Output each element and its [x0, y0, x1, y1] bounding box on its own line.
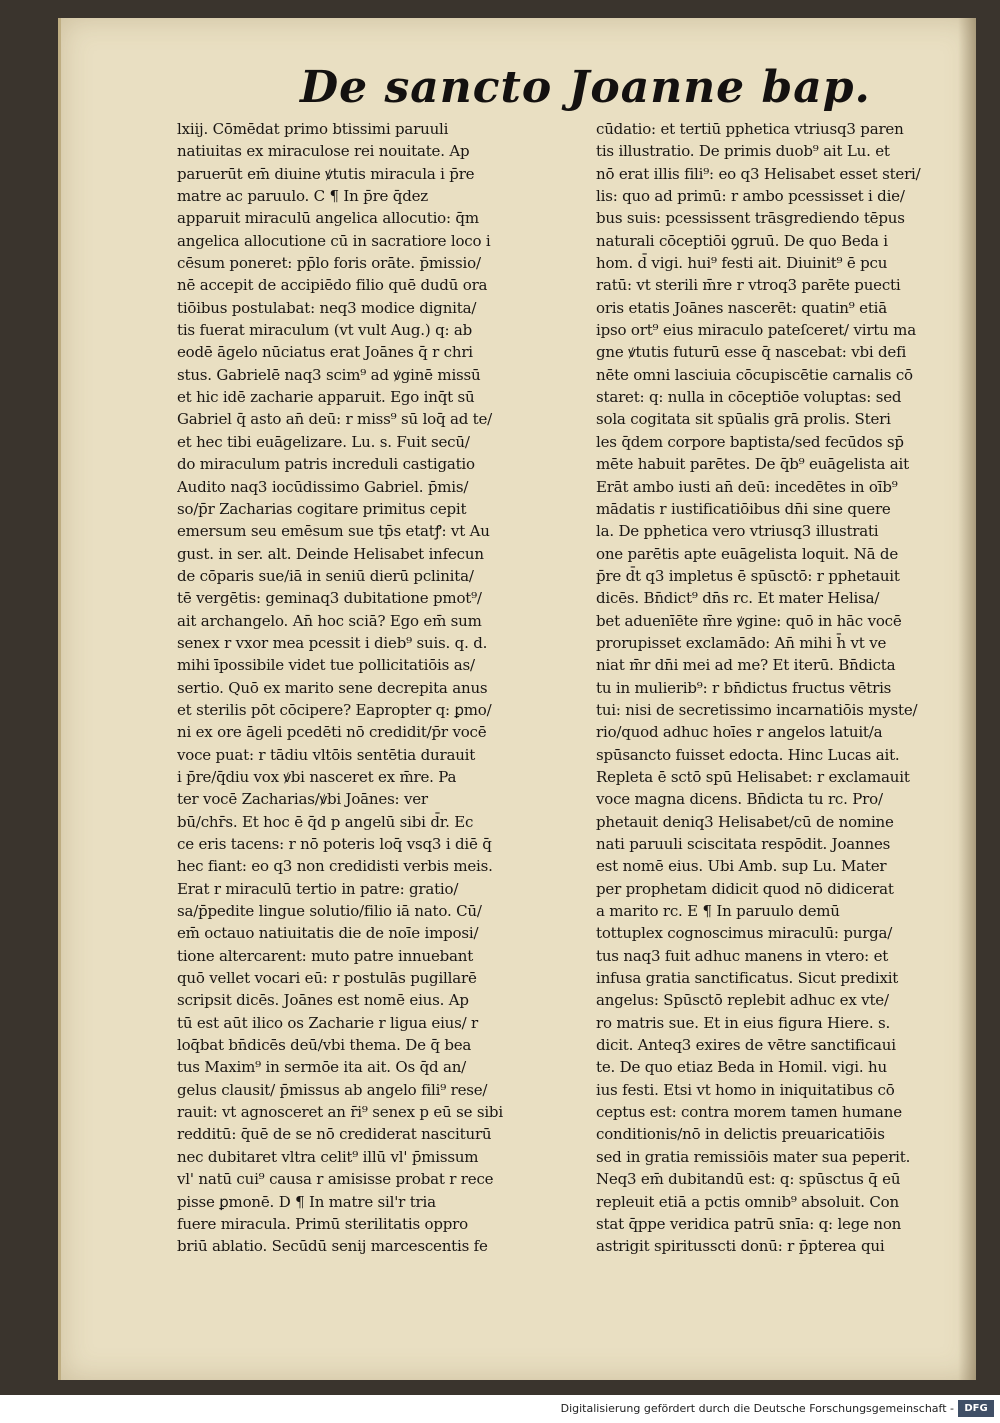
text-line: ceptus est: contra morem tamen humane: [596, 1103, 902, 1122]
text-line: lis: quo ad primū: r ambo pcessisset i die/: [596, 187, 905, 206]
text-line: tui: nisi de secretissimo incarnatiōis myste/: [596, 700, 918, 719]
text-line: tus naq3 fuit adhuc manens in vtero: et: [596, 946, 889, 965]
text-line: prorupisset exclamādo: An̄ mihi h̄ vt ve: [596, 633, 887, 652]
text-line: gne ꝟtutis futurū esse q̄ nascebat: vbi defi: [596, 343, 907, 362]
text-line: vl' natū cui⁹ causa r amisisse probat r rece: [177, 1170, 494, 1189]
text-line: tus Maxim⁹ in sermōe ita ait. Os q̄d an/: [177, 1058, 467, 1077]
text-line: gelus clausit/ p̄missus ab angelo fili⁹ rese/: [177, 1080, 488, 1099]
text-line: scripsit dicēs. Joānes est nomē eius. Ap: [177, 991, 469, 1010]
text-line: ter vocē Zacharias/ꝟbi Joānes: ver: [177, 790, 428, 809]
text-line: rio/quod adhuc hoīes r angelos latuit/a: [596, 723, 883, 742]
text-line: angelus: Spūsctō replebit adhuc ex vte/: [596, 991, 889, 1010]
text-line: cēsum poneret: pp̄lo foris orāte. p̄missio/: [177, 254, 481, 273]
text-line: nec dubitaret vltra celit⁹ illū vl' p̄missum: [177, 1147, 479, 1166]
text-line: bus suis: pcessissent trāsgrediendo tēpus: [596, 209, 905, 228]
text-line: dicit. Anteq3 exires de vētre sanctificaui: [596, 1036, 896, 1055]
text-line: phetauit deniq3 Helisabet/cū de nomine: [596, 812, 894, 831]
text-line: p̄re d̄t q3 impletus ē spūsctō: r pphetauit: [596, 566, 900, 585]
text-line: tū est aūt ilico os Zacharie r ligua eius/ r: [177, 1013, 479, 1032]
text-line: Audito naq3 iocūdissimo Gabriel. p̄mis/: [177, 477, 469, 496]
text-line: stat q̄ppe veridica patrū snīa: q: lege non: [596, 1214, 902, 1233]
text-line: mādatis r iustificatiōibus dn̄i sine quere: [596, 499, 891, 518]
text-line: tione altercarent: muto patre innuebant: [177, 946, 474, 965]
text-line: eodē āgelo nūciatus erat Joānes q̄ r chri: [177, 343, 473, 362]
left-text-column: [177, 118, 565, 1258]
text-line: quō vellet vocari eū: r postulās pugillarē: [177, 969, 477, 988]
right-text-column: [596, 118, 962, 1258]
text-line: mēte habuit parētes. De q̄b⁹ euāgelista ait: [596, 455, 909, 474]
text-line: Gabriel q̄ asto an̄ deū: r miss⁹ sū loq̄ ad te/: [177, 410, 493, 429]
text-line: sa/p̄pedite lingue solutio/filio iā nato. Cū/: [177, 902, 482, 921]
text-line: em̄ octauo natiuitatis die de noīe imposi/: [177, 924, 479, 943]
text-line: tottuplex cognoscimus miraculū: purga/: [596, 924, 893, 943]
text-line: bū/chr̄s. Et hoc ē q̄d p angelū sibi d̄r. Ec: [177, 812, 474, 831]
text-line: mihi īpossibile videt tue pollicitatiōis as/: [177, 656, 475, 675]
text-line: nati paruuli sciscitata respōdit. Joannes: [596, 835, 891, 853]
text-line: emersum seu emēsum sue tp̄s etatꝭ: vt Au: [177, 522, 490, 541]
text-line: oris etatis Joānes nascerēt: quatin⁹ etiā: [596, 298, 887, 317]
text-line: Erat r miraculū tertio in patre: gratio/: [177, 879, 459, 898]
text-line: fuere miracula. Primū sterilitatis oppro: [177, 1214, 468, 1233]
text-line: natiuitas ex miraculose rei nouitate. Ap: [177, 142, 470, 161]
text-line: one parētis apte euāgelista loquit. Nā de: [596, 544, 898, 563]
text-line: sertio. Quō ex marito sene decrepita anus: [177, 678, 488, 697]
text-line: niat m̄r dn̄i mei ad me? Et iterū. Bn̄dicta: [596, 656, 896, 675]
text-line: nē accepit de accipiēdo filio quē dudū ora: [177, 276, 488, 295]
dfg-logo: DFG: [958, 1400, 994, 1417]
text-line: gust. in ser. alt. Deinde Helisabet infecun: [177, 544, 484, 563]
text-line: hom. d̄ vigi. hui⁹ festi ait. Diuinit⁹ ē pcu: [596, 254, 888, 273]
text-line: repleuit etiā a pctis omnib⁹ absoluit. Con: [596, 1192, 899, 1211]
text-line: est nomē eius. Ubi Amb. sup Lu. Mater: [596, 857, 887, 876]
text-line: te. De quo etiaz Beda in Homil. vigi. hu: [596, 1058, 887, 1077]
text-line: ce eris tacens: r nō poteris loq̄ vsq3 i diē q̄: [177, 835, 492, 853]
text-line: Repleta ē sctō spū Helisabet: r exclamauit: [596, 767, 910, 786]
text-line: infusa gratia sanctificatus. Sicut predixit: [596, 969, 899, 988]
text-line: tiōibus postulabat: neq3 modice dignita/: [177, 298, 477, 317]
text-line: redditū: q̄uē de se nō crediderat nasciturū: [177, 1125, 492, 1144]
text-line: pisse ꝑmonē. D ¶ In matre sil'r tria: [177, 1192, 436, 1211]
text-line: Neq3 em̄ dubitandū est: q: spūsctus q̄ eū: [596, 1170, 901, 1189]
page-heading: De sancto Joanne bap.: [300, 62, 871, 113]
text-line: matre ac paruulo. C ¶ In p̄re q̄dez: [177, 187, 428, 206]
text-line: do miraculum patris increduli castigatio: [177, 455, 475, 474]
text-line: tu in mulierib⁹: r bn̄dictus fructus vētris: [596, 678, 892, 697]
text-line: sola cogitata sit spūalis grā prolis. Steri: [596, 410, 891, 429]
text-line: astrigit spiritusscti donū: r p̄pterea qui: [596, 1237, 885, 1256]
text-line: cūdatio: et tertiū pphetica vtriusq3 paren: [596, 120, 904, 138]
text-line: ni ex ore āgeli pcedēti nō credidit/p̄r vocē: [177, 723, 487, 742]
text-line: angelica allocutione cū in sacratiore loco i: [177, 231, 491, 250]
text-line: ait archangelo. An̄ hoc sciā? Ego em̄ sum: [177, 611, 482, 630]
text-line: per prophetam didicit quod nō didicerat: [596, 879, 894, 898]
text-line: apparuit miraculū angelica allocutio: q̄m: [177, 209, 479, 228]
text-line: Erāt ambo iusti an̄ deū: incedētes in oīb⁹: [596, 477, 898, 496]
text-line: les q̄dem corpore baptista/sed fecūdos sp̄: [596, 432, 904, 451]
text-line: tē vergētis: geminaq3 dubitatione pmot⁹/: [177, 589, 482, 608]
text-line: tis fuerat miraculum (vt vult Aug.) q: ab: [177, 321, 473, 340]
text-line: dicēs. Bn̄dict⁹ dn̄s rc. Et mater Helisa/: [596, 589, 880, 608]
text-line: tis illustratio. De primis duob⁹ ait Lu. et: [596, 142, 890, 161]
text-line: voce puat: r tādiu vltōis sentētia durauit: [177, 745, 476, 764]
text-line: senex r vxor mea pcessit i dieb⁹ suis. q. d.: [177, 633, 488, 652]
text-line: hec fiant: eo q3 non credidisti verbis meis.: [177, 857, 493, 876]
text-line: ipso ort⁹ eius miraculo pateſceret/ virtu ma: [596, 321, 916, 340]
text-line: conditionis/nō in delictis preuaricatiōis: [596, 1125, 885, 1144]
text-line: lxiij. Cōmēdat primo btissimi paruuli: [177, 120, 449, 138]
text-line: ratū: vt sterili m̄re r vtroq3 parēte puecti: [596, 276, 901, 295]
text-line: voce magna dicens. Bn̄dicta tu rc. Pro/: [596, 790, 883, 809]
text-line: staret: q: nulla in cōceptiōe voluptas: sed: [596, 388, 902, 407]
text-line: et sterilis pōt cōcipere? Eapropter q: ꝑmo/: [177, 700, 492, 719]
funding-credit: Digitalisierung gefördert durch die Deutsche Forschungsgemeinschaft -: [560, 1402, 954, 1415]
text-line: nō erat illis fili⁹: eo q3 Helisabet esset steri/: [596, 164, 921, 183]
text-line: i p̄re/q̄diu vox ꝟbi nasceret ex m̄re. Pa: [177, 767, 457, 786]
text-line: loq̄bat bn̄dicēs deū/vbi thema. De q̄ bea: [177, 1036, 472, 1055]
text-line: de cōparis sue/iā in seniū dierū pclinita/: [177, 566, 474, 585]
text-line: la. De pphetica vero vtriusq3 illustrati: [596, 522, 879, 541]
text-line: stus. Gabrielē naq3 scim⁹ ad ꝟginē missū: [177, 365, 481, 384]
footer-bar: [0, 1395, 1000, 1423]
text-line: rauit: vt agnosceret an r̄i⁹ senex p eū se sibi: [177, 1103, 503, 1122]
text-line: a marito rc. E ¶ In paruulo demū: [596, 902, 840, 921]
text-line: sed in gratia remissiōis mater sua peperit.: [596, 1147, 911, 1166]
text-line: naturali cōceptiōi ꝯgruū. De quo Beda i: [596, 231, 888, 250]
text-line: paruerūt em̄ diuine ꝟtutis miracula i p̄re: [177, 164, 475, 183]
text-line: briū ablatio. Secūdū senij marcescentis fe: [177, 1237, 488, 1256]
text-line: so/p̄r Zacharias cogitare primitus cepit: [177, 499, 467, 518]
text-line: nēte omni lasciuia cōcupiscētie carnalis cō: [596, 365, 913, 384]
text-line: ius festi. Etsi vt homo in iniquitatibus cō: [596, 1080, 895, 1099]
text-line: spūsancto fuisset edocta. Hinc Lucas ait.: [596, 745, 900, 764]
text-line: et hec tibi euāgelizare. Lu. s. Fuit secū/: [177, 432, 470, 451]
text-line: ro matris sue. Et in eius figura Hiere. s.: [596, 1013, 891, 1032]
text-line: bet aduenīēte m̄re ꝟgine: quō in hāc vocē: [596, 611, 902, 630]
text-line: et hic idē zacharie apparuit. Ego inq̄t sū: [177, 388, 475, 407]
